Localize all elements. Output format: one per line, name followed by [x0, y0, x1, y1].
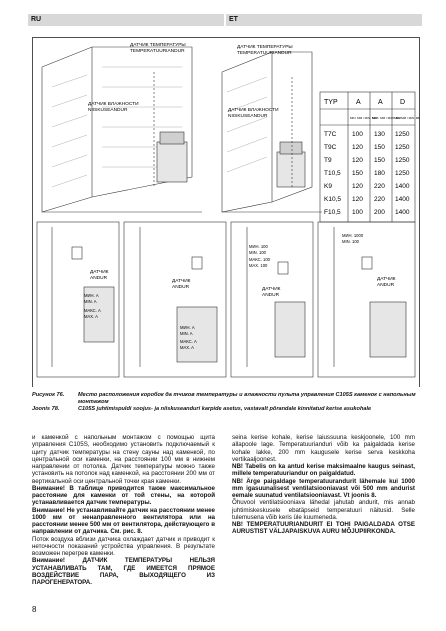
svg-text:220: 220 — [374, 183, 385, 190]
svg-text:200: 200 — [374, 209, 385, 216]
svg-text:T9C: T9C — [324, 144, 337, 151]
svg-text:1250: 1250 — [395, 170, 410, 177]
svg-text:1250: 1250 — [395, 131, 410, 138]
table-subheaders — [350, 116, 420, 120]
sensor-label-et-left: TEMPERATUURIANDUR — [130, 49, 185, 54]
ru-paragraph: Поток воздуха вблизи датчика охлаждает датчик и приводит к неточности показаний устройства управления. В результате возможен перегрев каменки. — [32, 535, 215, 557]
svg-text:100: 100 — [352, 209, 363, 216]
table-header-a-max: A — [378, 99, 383, 106]
svg-text:ДАТЧИК: ДАТЧИК — [172, 279, 191, 284]
svg-text:МИН. 1000: МИН. 1000 — [342, 233, 364, 238]
humid-label-et-right: NIISKUSEANDUR — [228, 114, 268, 119]
svg-text:MAX. 100: MAX. 100 — [249, 263, 268, 268]
text-column-ru — [32, 434, 215, 586]
humid-label-ru-right: ДАТЧИК ВЛАЖНОСТИ — [228, 108, 279, 113]
svg-text:1400: 1400 — [395, 183, 410, 190]
svg-text:МАКС. A: МАКС. A — [180, 339, 197, 344]
caption-text-ru: Место расположения коробок да тчиков температуры и влажности пульта управления C105S каменок с напольным монтажом — [78, 392, 416, 405]
svg-text:1400: 1400 — [395, 196, 410, 203]
svg-text:K9: K9 — [324, 183, 332, 190]
figure-caption — [32, 392, 420, 413]
humid-label-ru-left: ДАТЧИК ВЛАЖНОСТИ — [88, 102, 139, 107]
svg-text:120: 120 — [352, 183, 363, 190]
svg-text:180: 180 — [374, 170, 385, 177]
sensor-label-et-right: TEMPERATUURIANDUR — [237, 51, 292, 56]
et-paragraph: NB! Tabelis on ka antud kerise maksimaalne kaugus seinast, millele temperatuuriandur on paigaldatud. — [232, 463, 415, 478]
svg-text:ДАТЧИК: ДАТЧИК — [262, 287, 281, 292]
et-paragraph: Õhuvool ventilatsiooniava lähedal jahutab andurit, mis annab juhtimiskeskusele ebatäpseid temperatuuri näitusid. Selle tulemusena võib keris üle kuumeneda. — [232, 499, 415, 521]
installation-figure — [32, 37, 420, 387]
svg-text:ДАТЧИК: ДАТЧИК — [377, 277, 396, 282]
svg-text:MAX. A: MAX. A — [180, 345, 194, 350]
svg-text:MIN. 100: MIN. 100 — [249, 250, 266, 255]
caption-text-et: C105S juhtimispuldi soojus- ja niiskuseanduri karpide asetus, vastavalt põrandale kinnitatud kerise asukohale — [78, 406, 372, 412]
table-subheader-a-min: MIN. MM / MIN. MM — [350, 116, 377, 120]
svg-text:150: 150 — [374, 157, 385, 164]
svg-text:MIN. A: MIN. A — [84, 299, 97, 304]
svg-text:MIN. 100: MIN. 100 — [342, 239, 359, 244]
panel1-sensor-et: ANDUR — [90, 276, 108, 281]
table-header-d: D — [400, 99, 406, 106]
svg-text:1250: 1250 — [395, 157, 410, 164]
caption-label-et: Joonis 78. — [32, 406, 60, 412]
et-paragraph: seina kerise kohale, kerise laiussuuna keskjoonele, 100 mm allapoole lage. Temperatuurianduri võib ka paigaldada kerise kohale lakke, 200 mm kaugusele kerise serva keskkoha vertikaaljoonest. — [232, 434, 415, 463]
svg-text:130: 130 — [374, 131, 385, 138]
svg-text:МАКС. A: МАКС. A — [84, 308, 101, 313]
et-paragraph: NB! TEMPERATUURIANDURIT EI TOHI PAIGALDADA OTSE AURUSTIST VÄLJAPAISKUVA AURU MÕJUPIIRKONDA. — [232, 521, 415, 536]
svg-text:100: 100 — [352, 131, 363, 138]
ru-paragraph: Внимание! ДАТЧИК ТЕМПЕРАТУРЫ НЕЛЬЗЯ УСТАНАВЛИВАТЬ ТАМ, ГДЕ ИМЕЕТСЯ ПРЯМОЕ ВОЗДЕЙСТВИЕ ПАРА, ВЫХОДЯЩЕГО ИЗ ПАРОГЕНЕРАТОРА. — [32, 557, 215, 586]
svg-text:ANDUR: ANDUR — [172, 285, 190, 290]
text-column-et — [232, 434, 415, 536]
et-paragraph: NB! Ärge paigaldage temperatuurandurit lähemale kui 1000 mm igasuunalisest ventilatsiooniavast või 500 mm andurist eemale suunatud ventilatsiooniavast. Vt joonis 8. — [232, 477, 415, 499]
ru-paragraph: Внимание! В таблице приводится также максимальное расстояние для каменки от той стены, на которой устанавливается датчик температуры. — [32, 484, 215, 507]
language-tab-ru: RU — [28, 14, 224, 26]
svg-text:F10,5: F10,5 — [324, 209, 341, 216]
svg-text:ANDUR: ANDUR — [377, 283, 395, 288]
svg-text:1400: 1400 — [395, 209, 410, 216]
table-subheader-a-max: MAX. MM / MAX. MM — [372, 116, 401, 120]
svg-text:120: 120 — [352, 144, 363, 151]
page-number: 8 — [32, 605, 37, 614]
table-header-a-min: A — [356, 99, 361, 106]
svg-text:MIN. A: MIN. A — [180, 331, 193, 336]
svg-text:T10,5: T10,5 — [324, 170, 341, 177]
svg-text:MAX. A: MAX. A — [84, 314, 98, 319]
ru-paragraph: Внимание! Не устанавливайте датчик на расстоянии менее 1000 мм от ненаправленного вентилятора или на расстоянии менее 500 мм от вентилятора, действующего в направлении от датчика. См. рис. 8. — [32, 506, 215, 536]
panel1-sensor-ru: ДАТЧИК — [90, 270, 109, 275]
svg-text:150: 150 — [374, 144, 385, 151]
sensor-label-ru-left: ДАТЧИК ТЕМПЕРАТУРЫ — [130, 43, 186, 48]
table-header-typ: TYP — [324, 99, 338, 106]
svg-text:ANDUR: ANDUR — [262, 293, 280, 298]
svg-text:220: 220 — [374, 196, 385, 203]
svg-text:T9: T9 — [324, 157, 332, 164]
svg-text:1250: 1250 — [395, 144, 410, 151]
sensor-label-ru-right: ДАТЧИК ТЕМПЕРАТУРЫ — [237, 45, 293, 50]
caption-label-ru: Рисунок 76. — [32, 392, 65, 398]
svg-text:150: 150 — [352, 170, 363, 177]
svg-text:МИН. 100: МИН. 100 — [249, 244, 268, 249]
svg-text:120: 120 — [352, 196, 363, 203]
language-tab-et: ET — [226, 14, 422, 26]
svg-text:K10,5: K10,5 — [324, 196, 341, 203]
svg-text:МАКС. 100: МАКС. 100 — [249, 257, 271, 262]
svg-text:МИН. A: МИН. A — [180, 325, 195, 330]
ru-paragraph: и каменкой с напольным монтажом с помощью щита управления C105S, необходимо установить подключаемый к щиту датчик температуры на стену сауны над каменкой, по центральной оси каменки, на расстоянии 100 мм в нижнем направлении от потолка. Датчик температуры можно также установить на потолок над каменкой, на расстоянии 200 мм от вертикальной оси центральной точки края каменки. — [32, 434, 215, 485]
svg-text:T7C: T7C — [324, 131, 337, 138]
svg-text:МИН. A: МИН. A — [84, 293, 99, 298]
svg-text:120: 120 — [352, 157, 363, 164]
humid-label-et-left: NIISKUSEANDUR — [88, 108, 128, 113]
table-subheader-d: MIN. MM / MIN. MM — [394, 116, 420, 120]
